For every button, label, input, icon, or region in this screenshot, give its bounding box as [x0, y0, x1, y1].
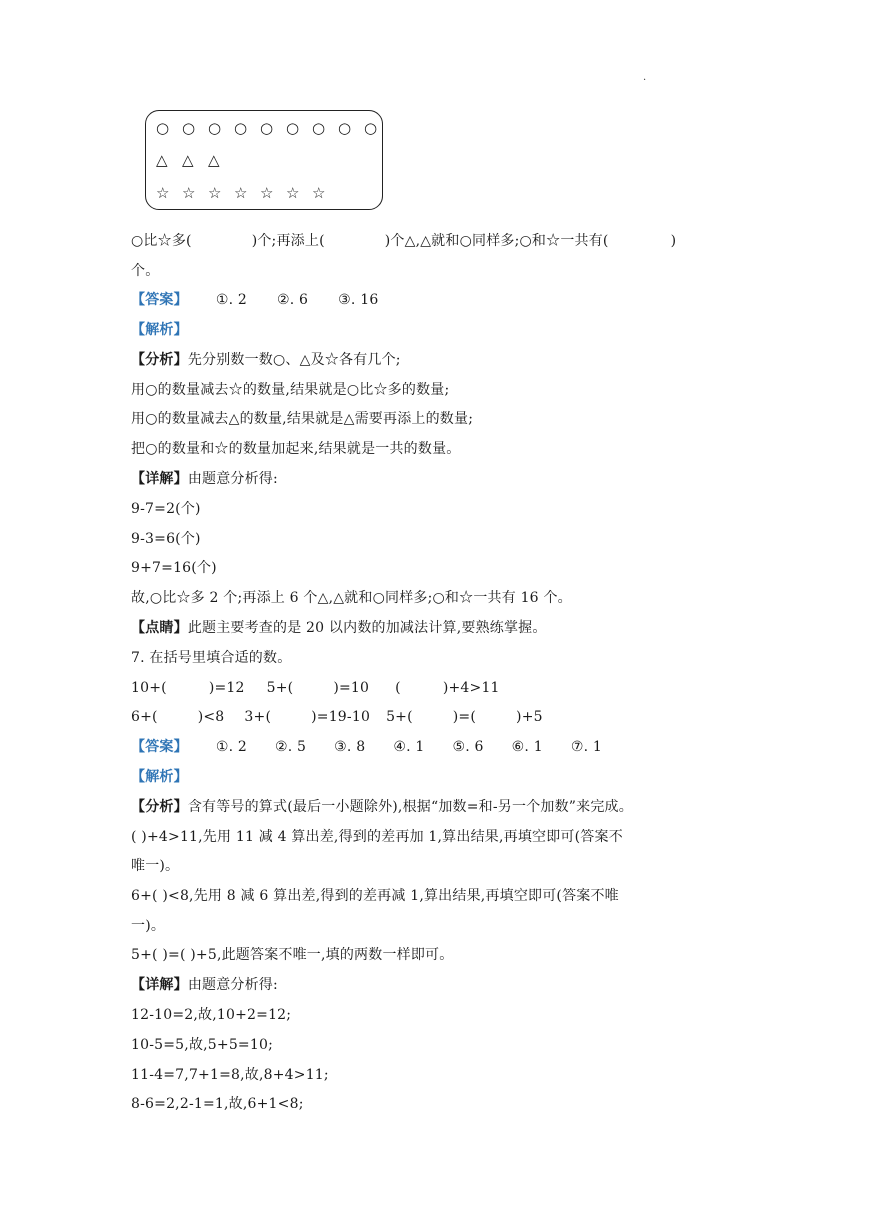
q7-calc-4: 8-6=2,2-1=1,故,6+1<8; — [131, 1096, 304, 1112]
q6-conclusion: 故,○比☆多 2 个;再添上 6 个△,△就和○同样多;○和☆一共有 16 个。 — [131, 590, 572, 606]
triangle-icon: △ — [156, 151, 168, 169]
circle-icon: ○ — [286, 119, 300, 137]
q6-line-2: 用○的数量减去△的数量,结果就是△需要再添上的数量; — [131, 411, 474, 427]
q7-para-3: 5+( )=( )+5,此题答案不唯一,填的两数一样即可。 — [131, 947, 454, 963]
q6-calc-2: 9-3=6(个) — [131, 531, 201, 547]
shapes-figure — [145, 110, 383, 210]
circle-icon: ○ — [208, 119, 222, 137]
star-icon: ☆ — [156, 184, 170, 202]
q6-fenxi: 【分析】先分别数一数○、△及☆各有几个; — [131, 352, 401, 368]
star-icon: ☆ — [234, 184, 248, 202]
star-icon: ☆ — [260, 184, 274, 202]
q7-para-1b: 唯一)。 — [131, 858, 180, 874]
circle-icon: ○ — [156, 119, 170, 137]
q7-para-2: 6+( )<8,先用 8 减 6 算出差,得到的差再减 1,算出结果,再填空即可(答案不唯 — [131, 888, 619, 904]
q6-calc-1: 9-7=2(个) — [131, 501, 201, 517]
q6-calc-3: 9+7=16(个) — [131, 560, 217, 576]
q6-line-1: 用○的数量减去☆的数量,结果就是○比☆多的数量; — [131, 382, 450, 398]
q6-analysis-tag: 【解析】 — [131, 322, 188, 338]
q7-fenxi: 【分析】含有等号的算式(最后一小题除外),根据“加数=和-另一个加数”来完成。 — [131, 799, 633, 815]
circle-icon: ○ — [312, 119, 326, 137]
q7-calc-3: 11-4=7,7+1=8,故,8+4>11; — [131, 1067, 329, 1083]
q7-row-2: 6+( )<8 3+( )=19-10 5+( )=( )+5 — [131, 709, 543, 725]
circles-row — [156, 119, 390, 137]
circle-icon: ○ — [260, 119, 274, 137]
q6-xiangjie: 【详解】由题意分析得: — [131, 471, 278, 487]
q7-xiangjie: 【详解】由题意分析得: — [131, 977, 278, 993]
star-icon: ☆ — [286, 184, 300, 202]
triangle-icon: △ — [208, 151, 220, 169]
q6-answer: 【答案】 ①. 2 ②. 6 ③. 16 — [131, 292, 379, 308]
q7-para-2b: 一)。 — [131, 918, 166, 934]
triangle-icon: △ — [182, 151, 194, 169]
q7-para-1: ( )+4>11,先用 11 减 4 算出差,得到的差再加 1,算出结果,再填空即可(答案不 — [131, 829, 623, 845]
q6-dianjing: 【点睛】此题主要考查的是 20 以内数的加减法计算,要熟练掌握。 — [131, 620, 547, 636]
q7-calc-2: 10-5=5,故,5+5=10; — [131, 1037, 273, 1053]
q6-question-line2: 个。 — [131, 263, 160, 279]
star-icon: ☆ — [182, 184, 196, 202]
q7-analysis-tag: 【解析】 — [131, 769, 188, 785]
q7-title: 7. 在括号里填合适的数。 — [131, 650, 292, 666]
star-icon: ☆ — [208, 184, 222, 202]
circle-icon: ○ — [182, 119, 196, 137]
q7-answer: 【答案】 ①. 2 ②. 5 ③. 8 ④. 1 ⑤. 6 ⑥. 1 ⑦. 1 — [131, 739, 603, 755]
triangles-row — [156, 151, 234, 169]
circle-icon: ○ — [364, 119, 378, 137]
circle-icon: ○ — [234, 119, 248, 137]
q7-row-1: 10+( )=12 5+( )=10 ( )+4>11 — [131, 680, 500, 696]
stars-row — [156, 184, 338, 202]
page-mark: . — [643, 72, 647, 83]
circle-icon: ○ — [338, 119, 352, 137]
q6-line-3: 把○的数量和☆的数量加起来,结果就是一共的数量。 — [131, 441, 461, 457]
q7-calc-1: 12-10=2,故,10+2=12; — [131, 1007, 292, 1023]
star-icon: ☆ — [312, 184, 326, 202]
q6-question-line: ○比☆多( )个;再添上( )个△,△就和○同样多;○和☆一共有( ) — [131, 233, 677, 249]
